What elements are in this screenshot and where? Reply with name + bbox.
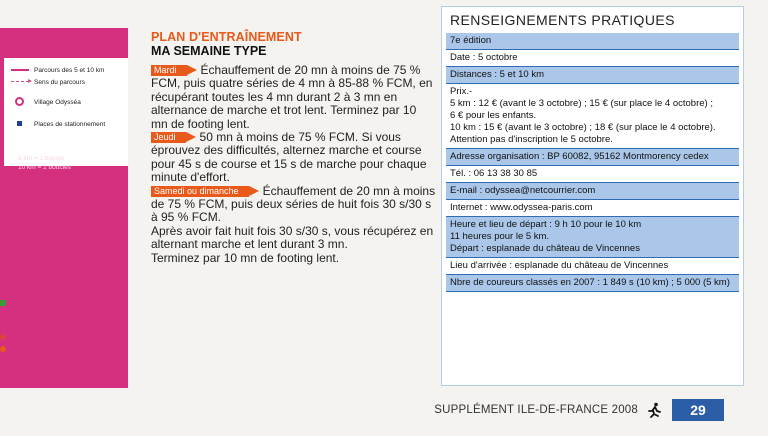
page-footer <box>434 398 768 422</box>
info-line: Attention pas d'inscription le 5 octobre. <box>450 134 613 145</box>
article-title: MA SEMAINE TYPE <box>151 44 267 58</box>
info-line: Nbre de coureurs classés en 2007 : 1 849 s (10 km) ; 5 000 (5 km) <box>450 277 730 288</box>
info-line: E-mail : odyssea@netcourrier.com <box>450 185 596 196</box>
day-tag-tuesday: Mardi <box>151 65 187 76</box>
info-row <box>446 200 739 217</box>
training-plan-article <box>151 31 436 265</box>
runner-icon <box>646 402 662 418</box>
info-line: 5 km : 12 € (avant le 3 octobre) ; 15 € (sur place le 4 octobre) ; <box>450 98 713 109</box>
info-line: 6 € pour les enfants. <box>450 110 537 121</box>
info-line: Tél. : 06 13 38 30 85 <box>450 168 538 179</box>
info-row <box>446 166 739 183</box>
legend-item-village <box>9 98 81 106</box>
legend-item-direction <box>9 78 85 86</box>
page-number: 29 <box>672 399 724 421</box>
info-line: 10 km : 15 € (avant le 3 octobre) ; 18 € (sur place le 4 octobre). <box>450 122 716 133</box>
info-row <box>446 67 739 84</box>
day-paragraph-weekend-2: Après avoir fait huit fois 30 s/30 s, vous récupérez en alternant marche et lent durant 3 mn. <box>151 223 434 252</box>
loop-note-5km: 5 km = 1 boucle <box>18 155 65 162</box>
legend-item-route <box>9 66 104 74</box>
day-tag-thursday: Jeudi <box>151 132 186 143</box>
info-row <box>446 33 739 50</box>
info-line: Date : 5 octobre <box>450 52 518 63</box>
day-paragraph-tuesday <box>151 64 436 131</box>
info-row <box>446 258 739 275</box>
info-line: Heure et lieu de départ : 9 h 10 pour le 10 km <box>450 219 642 230</box>
info-line: Adresse organisation : BP 60082, 95162 Montmorency cedex <box>450 151 709 162</box>
info-box-title: RENSEIGNEMENTS PRATIQUES <box>450 12 675 28</box>
info-line: 11 heures pour le 5 km. <box>450 231 550 242</box>
supplement-label: SUPPLÉMENT ILE-DE-FRANCE 2008 <box>434 404 638 416</box>
map-legend <box>4 58 128 166</box>
practical-info-box <box>441 6 744 386</box>
legend-item-parking <box>9 120 105 128</box>
day-tag-weekend: Samedi ou dimanche <box>151 186 249 197</box>
article-kicker: PLAN D'ENTRAÎNEMENT <box>151 30 302 44</box>
legend-label: Village Odysséa <box>34 98 81 106</box>
legend-label: Places de stationnement <box>34 120 106 128</box>
map-edge-marker-icon <box>0 300 6 306</box>
day-paragraph-weekend-3: Terminez par 10 mn de footing lent. <box>151 250 340 265</box>
info-line: 7e édition <box>450 35 492 46</box>
info-rows <box>442 33 743 292</box>
info-row <box>446 149 739 166</box>
info-row <box>446 183 739 200</box>
parking-square-icon <box>9 120 31 128</box>
route-line-icon <box>9 66 31 74</box>
direction-arrow-icon <box>9 78 31 86</box>
info-line: Prix.- <box>450 86 473 97</box>
course-map <box>0 28 128 388</box>
day-text: 50 mn à moins de 75 % FCM. Si vous éprouvez des difficultés, alternez marche et course pour 45 s de course et 15 s de marche pour chaque minute d'effort. <box>151 130 427 185</box>
day-text: Échauffement de 20 mn à moins de 75 % FCM, puis deux séries de huit fois 30 s/30 s à 95 % FCM. <box>151 183 436 225</box>
day-paragraph-thursday <box>151 131 436 185</box>
map-edge-marker-icon <box>0 346 6 352</box>
info-row <box>446 275 739 292</box>
info-line: Internet : www.odyssea-paris.com <box>450 202 593 213</box>
info-row <box>446 84 739 149</box>
info-line: Départ : esplanade du château de Vincennes <box>450 243 640 254</box>
info-row <box>446 50 739 67</box>
info-row <box>446 217 739 258</box>
loop-note-10km: 10 km = 2 boucles <box>18 164 71 171</box>
day-text: Échauffement de 20 mn à moins de 75 % FCM, puis quatre séries de 4 mn à 85-88 % FCM, en récupérant toutes les 4 mn durant 2 à 3 mn en alternance de marche et trot lent. Terminez par 10 mn de footing lent. <box>151 63 433 131</box>
map-edge-marker-icon <box>0 334 6 340</box>
legend-label: Parcours des 5 et 10 km <box>34 66 105 74</box>
info-line: Distances : 5 et 10 km <box>450 69 544 80</box>
village-marker-icon <box>9 98 31 106</box>
legend-label: Sens du parcours <box>34 78 85 86</box>
info-line: Lieu d'arrivée : esplanade du château de Vincennes <box>450 260 669 271</box>
day-paragraph-weekend <box>151 185 436 225</box>
